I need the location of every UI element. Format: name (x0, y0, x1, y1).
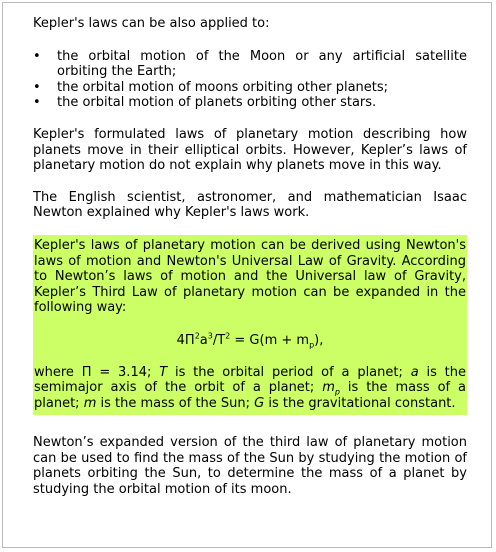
variable-a: a (410, 364, 419, 380)
final-paragraph: Newton’s expanded version of the third law of planetary motion can be used to find the mass of the Sun by studying the motion of planets orbiting the Sun, to determine the mass of a planet by studying the orbital motion of its moon. (33, 435, 467, 498)
list-item (33, 95, 467, 111)
kepler-paragraph: Kepler's formulated laws of planetary motion describing how planets move in their elliptical orbits. However, Kepler’s laws of planetary motion do not explain why planets move in this way. (33, 126, 467, 174)
definition-text: is the mass of the Sun; (96, 395, 255, 411)
variable-T: T (159, 364, 168, 380)
variable-subscript: p (334, 387, 340, 397)
formula-subscript: p (309, 340, 315, 350)
list-item (33, 49, 467, 80)
kepler-third-law-formula (34, 333, 466, 349)
variable-G: G (254, 395, 265, 411)
definition-text: is the orbital period of a planet; (167, 364, 411, 380)
variable-m: m (83, 395, 97, 411)
newton-paragraph: The English scientist, astronomer, and mathematician Isaac Newton explained why Kepler's laws work. (33, 189, 467, 221)
intro-text: Kepler's laws can be also applied to: (33, 16, 270, 31)
formula-superscript: 2 (225, 331, 231, 341)
list-item-text: the orbital motion of planets orbiting other stars. (57, 95, 377, 111)
list-item (33, 80, 467, 96)
definition-text: is the gravitational constant. (264, 395, 456, 411)
definition-text: where Π = 3.14; (34, 364, 160, 380)
bullet-icon: • (33, 79, 41, 95)
formula-part: 4Π (176, 332, 195, 348)
highlighted-section (33, 235, 467, 415)
list-item-text: the orbital motion of moons orbiting other planets; (57, 79, 389, 95)
list-item-text: the orbital motion of the Moon or any artificial satellite orbiting the Earth; (57, 48, 467, 80)
bullet-icon: • (33, 95, 41, 111)
applications-list (33, 49, 467, 111)
variable-definitions (34, 365, 466, 412)
formula-superscript: 2 (194, 331, 200, 341)
formula-part: a (199, 332, 208, 348)
formula-superscript: 3 (207, 331, 213, 341)
formula-part: /T (212, 332, 226, 348)
article-content (33, 13, 467, 498)
derivation-paragraph: Kepler's laws of planetary motion can be derived using Newton's laws of motion and Newton's Universal Law of Gravity. According to Newton’s laws of motion and the Universal law of Gravity, Kepler’s Third Law of planetary motion can be expanded in the following way: (34, 237, 466, 316)
definition-text: is the mass of a planet; (34, 380, 466, 411)
definition-text: is the semimajor axis of the orbit of a planet; (34, 364, 467, 396)
page-frame (2, 2, 492, 548)
formula-part: = G(m + m (230, 332, 310, 348)
formula-part: ), (314, 332, 324, 348)
variable-mp: m (322, 380, 335, 396)
bullet-icon: • (33, 48, 41, 64)
